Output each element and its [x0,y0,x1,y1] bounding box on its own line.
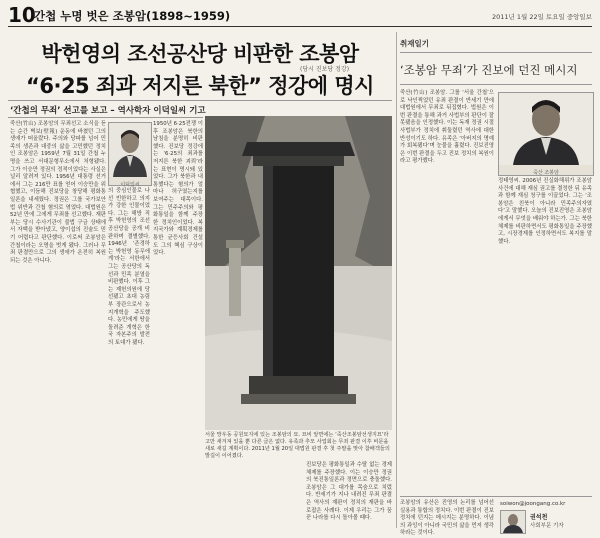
gravestone-image [205,116,392,430]
reporter-name: 권석천 [530,514,548,521]
reporter-title: 사회부문 기자 [530,523,564,529]
photo-caption: 서울 망우동 공원묘지에 있는 조봉암의 묘. 묘비 앞면에는 ‘죽산조봉암선생지묘’라고만 새겨져 있을 뿐 다른 글은 없다. 유족과 추모 사업회는 무죄 판결 이후 비문을 새로 새길 계획이다. 2011년 1월 20일 대법원 판결 후 첫 주말을 맞아 참배객들의 발길이 이어졌다. [205,432,390,459]
column-body-col1: 죽산(竹山) 조봉암. 그를 ‘서울 간첩’으로 낙인찍었던 유죄 판결이 반세기 만에 대법원에서 무죄로 뒤집혔다. 법원은 이번 판결을 통해 과거 사법부의 판단이 잘못됐음을 인정했다. 이는 독재 정권 시절 사법부가 정치에 휘둘렸던 역사에 대한 반성이기도 하다. 유족은 ‘아버지의 명예가 회복됐다’며 눈물을 흘렸다. 진보진영은 이번 판결을 두고 진보 정치의 복원이라고 평가했다. [400,90,494,165]
divider [8,117,203,118]
dateline: 2011년 1월 22일 토요일 중앙일보 [491,13,592,21]
author-portrait [108,122,152,186]
headline-line-2: “6·25 죄과 저지른 북한” 정강에 명시 [26,74,374,98]
subject-portrait [498,92,594,176]
column-headline: ‘조봉암 무죄’가 진보에 던진 메시지 [400,63,578,77]
page-header [8,4,592,27]
column-divider [396,32,397,528]
gravestone-photo [205,116,392,430]
column-body-col3: 조봉암의 유산은 진영의 논리를 넘어선 실용과 통합의 정치다. 이번 판결이 진보 정치에 던지는 메시지는 분명하다. 이념의 과잉이 아니라 국민의 삶을 먼저 생각하라는 것이다. [400,500,494,537]
reporter-email: soiwon@joongang.co.kr [500,501,566,507]
article-body-col2: 의 중심인물로 나선 빈한하고 의지가 강한 인물이었다. 그는 해방 직후 박헌영의 조선공산당을 공개 비판하며 결별했다. 1946년 ‘존경하는 박헌영 동무에게’라는 서한에서 그는 공산당의 독선과 민족 분열을 비판했다. 이후 그는 제헌의원에 당선됐고 초대 농림부 장관으로서 농지개혁을 주도했다. 농민에게 땅을 돌려준 개혁은 한국 자본주의 발전의 토대가 됐다. [108,188,150,346]
headline-tag: (당시 진보당 정강) [300,66,350,73]
author-portrait-image [109,123,151,177]
author-portrait-caption: 이덕일씨 [120,182,140,188]
column-title: 취재일기 [400,39,429,48]
subhead: ‘간첩의 무죄’ 선고를 보고 – 역사학자 이덕일씨 기고 [10,106,206,116]
article-body-col1: 죽산(竹山) 조봉암의 무죄선고 소식을 듣는 순간 벽보(壁報) 운동에 바쳤던 그의 생애가 떠올랐다. 주의와 당파를 넘어 민족의 생존과 대중의 삶을 고민했던 정치인 조봉암은 1959년 7월 31일 간첩 누명을 쓰고 서대문형무소에서 처형됐다. 그가 이승만 정권의 정적이었다는 사실은 널리 알려져 있다. 1956년 대통령 선거에서 그는 216만 표를 얻어 이승만을 위협했고, 이듬해 진보당을 창당해 평화통일론을 내세웠다. 정권은 그를 국가보안법 위반과 간첩 혐의로 엮었다. 대법원은 52년 만에 그에게 무죄를 선고했다. 재판부는 당시 수사기관이 불법 구금 상태에서 자백을 받아냈고, 양이섭의 진술도 믿기 어렵다고 판단했다. 이로써 조봉암은 간첩이라는 오명을 벗게 됐다. 그러나 무죄 판결만으로 그의 생애가 온전히 복원되는 것은 아니다. [10,121,106,264]
article-body-col4: 진보당은 평화통일과 수탈 없는 경제체제를 주장했다. 이는 이승만 정권의 북진통일론과 정면으로 충돌했다. 조봉암은 그 대가를 목숨으로 치렀다. 반세기가 지나 내려진 무죄 판결은 역사의 재판이 정치의 재판을 바로잡은 사례다. 이제 우리는 그가 꿈꾼 나라를 다시 돌아볼 때다. [306,462,392,522]
reporter-photo [500,510,526,534]
subject-portrait-image [499,93,593,165]
divider [400,52,592,53]
divider [400,496,592,497]
divider [400,84,592,85]
page-number: 10 [8,3,36,27]
column-body-col2: 정태영씨. 2006년 진실화해위가 조봉암 사건에 대해 재심 권고를 결정한 뒤 유족과 함께 재심 청구를 이끌었다. 그는 ‘조봉암은 친북이 아니라 민족주의자였다’고 말했다. 오늘의 진보진영은 조봉암에게서 무엇을 배워야 하는가. 그는 북한 체제를 비판하면서도 평화통일을 주장했고, 시장경제를 인정하면서도 복지를 말했다. [498,178,592,245]
subject-portrait-caption: 죽산 조봉암 [533,170,559,176]
divider [8,100,392,101]
reporter-photo-image [501,511,525,533]
article-body-col3: 1950년 6·25전쟁 이후 조봉암은 북한의 남침을 분명히 비판했다. 진보당 정강에는 ‘6·25의 죄과를 저지른 북한 괴뢰’라는 표현이 명시돼 있었다. 그가 북한과 내통했다는 혐의가 얼마나 허구였는지를 보여주는 대목이다. 그는 민주주의와 평화통일을 함께 주장한 정치인이었다. 복지국가와 계획경제를 통한 균등사회 건설도 그의 핵심 구상이었다. [153,121,203,257]
headline-line-1: 박헌영의 조선공산당 비판한 조봉암 [41,42,359,66]
section-title: 간첩 누명 벗은 조봉암(1898~1959) [34,9,231,23]
